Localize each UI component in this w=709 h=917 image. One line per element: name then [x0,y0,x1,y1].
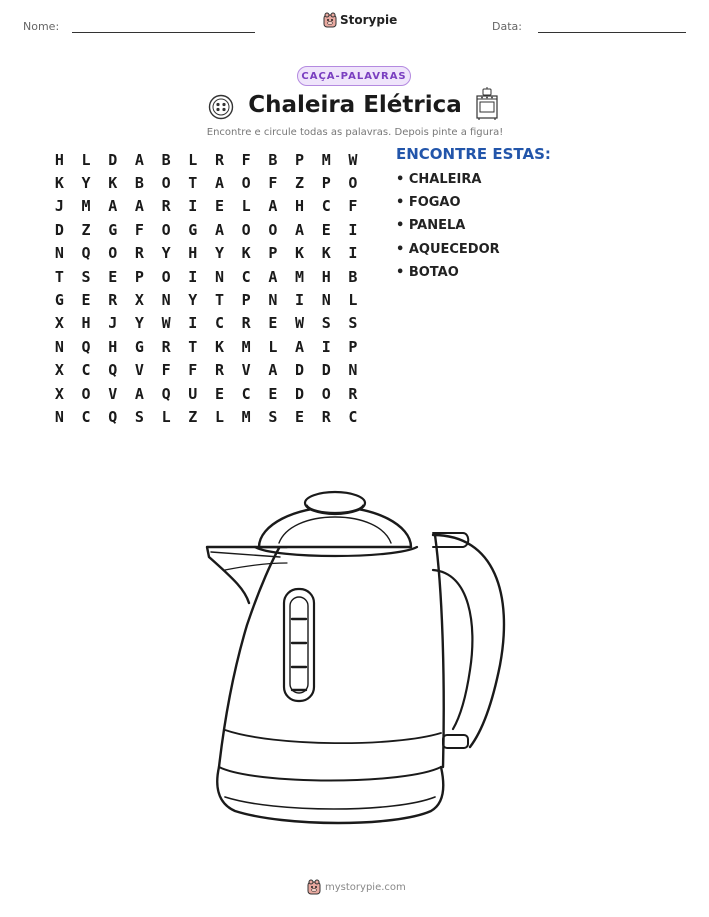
brand-name: Storypie [340,13,398,27]
grid-cell[interactable]: N [214,267,224,286]
grid-cell[interactable]: A [214,220,224,239]
grid-cell[interactable]: A [295,337,305,356]
grid-cell[interactable]: Q [108,361,118,380]
grid-cell[interactable]: B [161,150,171,169]
grid-cell[interactable]: B [134,174,144,193]
grid-cell[interactable]: F [188,361,198,380]
grid-row [46,359,366,382]
grid-cell[interactable]: H [188,244,198,263]
grid-cell[interactable]: O [161,267,171,286]
grid-cell[interactable]: D [321,361,331,380]
grid-cell[interactable]: S [81,267,91,286]
grid-cell[interactable]: Q [161,384,171,403]
activity-badge: CAÇA-PALAVRAS [297,66,411,86]
grid-cell[interactable]: C [81,361,91,380]
grid-cell[interactable]: S [268,407,278,426]
grid-cell[interactable]: T [188,337,198,356]
grid-cell[interactable]: K [295,244,305,263]
grid-cell[interactable]: R [214,150,224,169]
grid-cell[interactable]: G [188,220,198,239]
name-line [72,32,255,33]
grid-cell[interactable]: Y [81,174,91,193]
grid-cell[interactable]: C [348,407,358,426]
grid-cell[interactable]: A [134,384,144,403]
grid-cell[interactable]: Y [161,244,171,263]
grid-cell[interactable]: I [188,197,198,216]
grid-cell[interactable]: H [295,197,305,216]
grid-row [46,218,366,241]
grid-cell[interactable]: E [108,267,118,286]
storypie-mascot-icon [307,879,321,895]
grid-cell[interactable]: H [108,337,118,356]
grid-cell[interactable]: I [348,244,358,263]
word-list-item: • PANELA [396,218,466,234]
grid-cell[interactable]: Q [81,337,91,356]
date-label: Data: [492,20,522,33]
grid-row [46,335,366,358]
stove-icon [474,86,500,120]
grid-row [46,405,366,428]
grid-cell[interactable]: N [348,361,358,380]
grid-cell[interactable]: R [241,314,251,333]
grid-cell[interactable]: L [348,291,358,310]
grid-cell[interactable]: D [295,361,305,380]
grid-cell[interactable]: M [321,150,331,169]
grid-cell[interactable]: L [188,150,198,169]
grid-cell[interactable]: R [214,361,224,380]
grid-cell[interactable]: P [295,150,305,169]
electric-kettle-icon [195,485,510,830]
grid-cell[interactable]: F [161,361,171,380]
grid-cell[interactable]: Z [295,174,305,193]
date-line [538,32,686,33]
grid-cell[interactable]: L [268,337,278,356]
grid-cell[interactable]: F [134,220,144,239]
footer [307,879,406,895]
grid-cell[interactable]: R [161,197,171,216]
grid-cell[interactable]: B [268,150,278,169]
grid-cell[interactable]: Q [81,244,91,263]
storypie-mascot-icon [323,12,337,28]
grid-cell[interactable]: J [54,197,64,216]
grid-cell[interactable]: O [241,174,251,193]
grid-cell[interactable]: K [241,244,251,263]
word-list-item: • CHALEIRA [396,172,482,187]
grid-cell[interactable]: G [134,337,144,356]
grid-cell[interactable]: C [81,407,91,426]
grid-cell[interactable]: A [108,197,118,216]
grid-cell[interactable]: K [108,174,118,193]
grid-cell[interactable]: R [134,244,144,263]
grid-cell[interactable]: Y [188,291,198,310]
grid-cell[interactable]: S [348,314,358,333]
grid-cell[interactable]: O [81,384,91,403]
grid-cell[interactable]: I [321,337,331,356]
grid-cell[interactable]: E [214,197,224,216]
grid-cell[interactable]: L [161,407,171,426]
grid-cell[interactable]: O [268,220,278,239]
grid-cell[interactable]: N [321,291,331,310]
grid-cell[interactable]: R [348,384,358,403]
grid-cell[interactable]: O [348,174,358,193]
grid-cell[interactable]: A [134,150,144,169]
grid-cell[interactable]: R [321,407,331,426]
grid-cell[interactable]: X [54,384,64,403]
grid-cell[interactable]: X [54,314,64,333]
page-title: Chaleira Elétrica [248,92,462,118]
grid-cell[interactable]: N [54,407,64,426]
grid-cell[interactable]: L [214,407,224,426]
grid-cell[interactable]: A [214,174,224,193]
word-list-item: • FOGAO [396,195,461,211]
grid-row [46,288,366,311]
grid-cell[interactable]: B [348,267,358,286]
grid-row [46,148,366,171]
grid-cell[interactable]: E [295,407,305,426]
grid-cell[interactable]: C [241,267,251,286]
name-label: Nome: [23,20,60,33]
grid-cell[interactable]: S [321,314,331,333]
footer-url: mystorypie.com [325,881,406,893]
grid-cell[interactable]: L [241,197,251,216]
grid-cell[interactable]: E [214,384,224,403]
grid-row [46,195,366,218]
grid-cell[interactable]: Z [188,407,198,426]
grid-cell[interactable]: V [241,361,251,380]
grid-cell[interactable]: I [295,291,305,310]
word-list-item: • BOTAO [396,264,459,280]
grid-cell[interactable]: H [81,314,91,333]
grid-cell[interactable]: C [321,197,331,216]
grid-cell[interactable]: H [54,150,64,169]
grid-cell[interactable]: O [161,220,171,239]
grid-cell[interactable]: O [241,220,251,239]
grid-cell[interactable]: K [321,244,331,263]
grid-cell[interactable]: Q [108,407,118,426]
grid-cell[interactable]: A [295,220,305,239]
brand [323,12,397,28]
grid-cell[interactable]: C [214,314,224,333]
grid-cell[interactable]: M [81,197,91,216]
grid-cell[interactable]: E [81,291,91,310]
grid-cell[interactable]: I [348,220,358,239]
grid-cell[interactable]: D [108,150,118,169]
grid-cell[interactable]: F [268,174,278,193]
grid-cell[interactable]: M [241,337,251,356]
grid-cell[interactable]: W [348,150,358,169]
grid-cell[interactable]: P [134,267,144,286]
grid-cell[interactable]: N [54,244,64,263]
grid-cell[interactable]: Y [214,244,224,263]
grid-cell[interactable]: A [268,197,278,216]
grid-cell[interactable]: Z [81,220,91,239]
grid-cell[interactable]: T [214,291,224,310]
grid-cell[interactable]: F [348,197,358,216]
grid-cell[interactable]: A [268,361,278,380]
grid-row [46,265,366,288]
grid-cell[interactable]: E [268,384,278,403]
word-list-item: • AQUECEDOR [396,241,500,257]
grid-cell[interactable]: A [134,197,144,216]
grid-cell[interactable]: X [134,291,144,310]
grid-cell[interactable]: O [321,384,331,403]
word-list [396,172,500,288]
grid-cell[interactable]: C [241,384,251,403]
grid-cell[interactable]: K [214,337,224,356]
grid-row [46,312,366,335]
grid-cell[interactable]: F [241,150,251,169]
grid-cell[interactable]: G [54,291,64,310]
grid-cell[interactable]: O [161,174,171,193]
grid-cell[interactable]: O [108,244,118,263]
grid-cell[interactable]: P [268,244,278,263]
word-list-title: ENCONTRE ESTAS: [396,145,551,163]
grid-cell[interactable]: E [321,220,331,239]
grid-cell[interactable]: M [295,267,305,286]
grid-cell[interactable]: A [268,267,278,286]
grid-cell[interactable]: P [321,174,331,193]
grid-cell[interactable]: Y [134,314,144,333]
grid-row [46,171,366,194]
grid-cell[interactable]: V [134,361,144,380]
grid-cell[interactable]: G [108,220,118,239]
grid-cell[interactable]: J [108,314,118,333]
grid-cell[interactable]: I [188,267,198,286]
grid-cell[interactable]: U [188,384,198,403]
grid-cell[interactable]: T [54,267,64,286]
grid-cell[interactable]: N [268,291,278,310]
grid-cell[interactable]: R [161,337,171,356]
grid-cell[interactable]: S [134,407,144,426]
grid-cell[interactable]: W [295,314,305,333]
grid-row [46,382,366,405]
grid-cell[interactable]: D [295,384,305,403]
grid-cell[interactable]: L [81,150,91,169]
instructions: Encontre e circule todas as palavras. Depois pinte a figura! [206,127,504,138]
grid-cell[interactable]: W [161,314,171,333]
grid-cell[interactable]: N [161,291,171,310]
grid-cell[interactable]: P [241,291,251,310]
grid-cell[interactable]: P [348,337,358,356]
grid-cell[interactable]: D [54,220,64,239]
word-search-grid [46,148,366,429]
grid-cell[interactable]: V [108,384,118,403]
grid-cell[interactable]: K [54,174,64,193]
grid-cell[interactable]: X [54,361,64,380]
grid-cell[interactable]: N [54,337,64,356]
grid-cell[interactable]: M [241,407,251,426]
grid-cell[interactable]: I [188,314,198,333]
grid-cell[interactable]: H [321,267,331,286]
grid-cell[interactable]: T [188,174,198,193]
grid-cell[interactable]: R [108,291,118,310]
grid-cell[interactable]: E [268,314,278,333]
grid-row [46,242,366,265]
